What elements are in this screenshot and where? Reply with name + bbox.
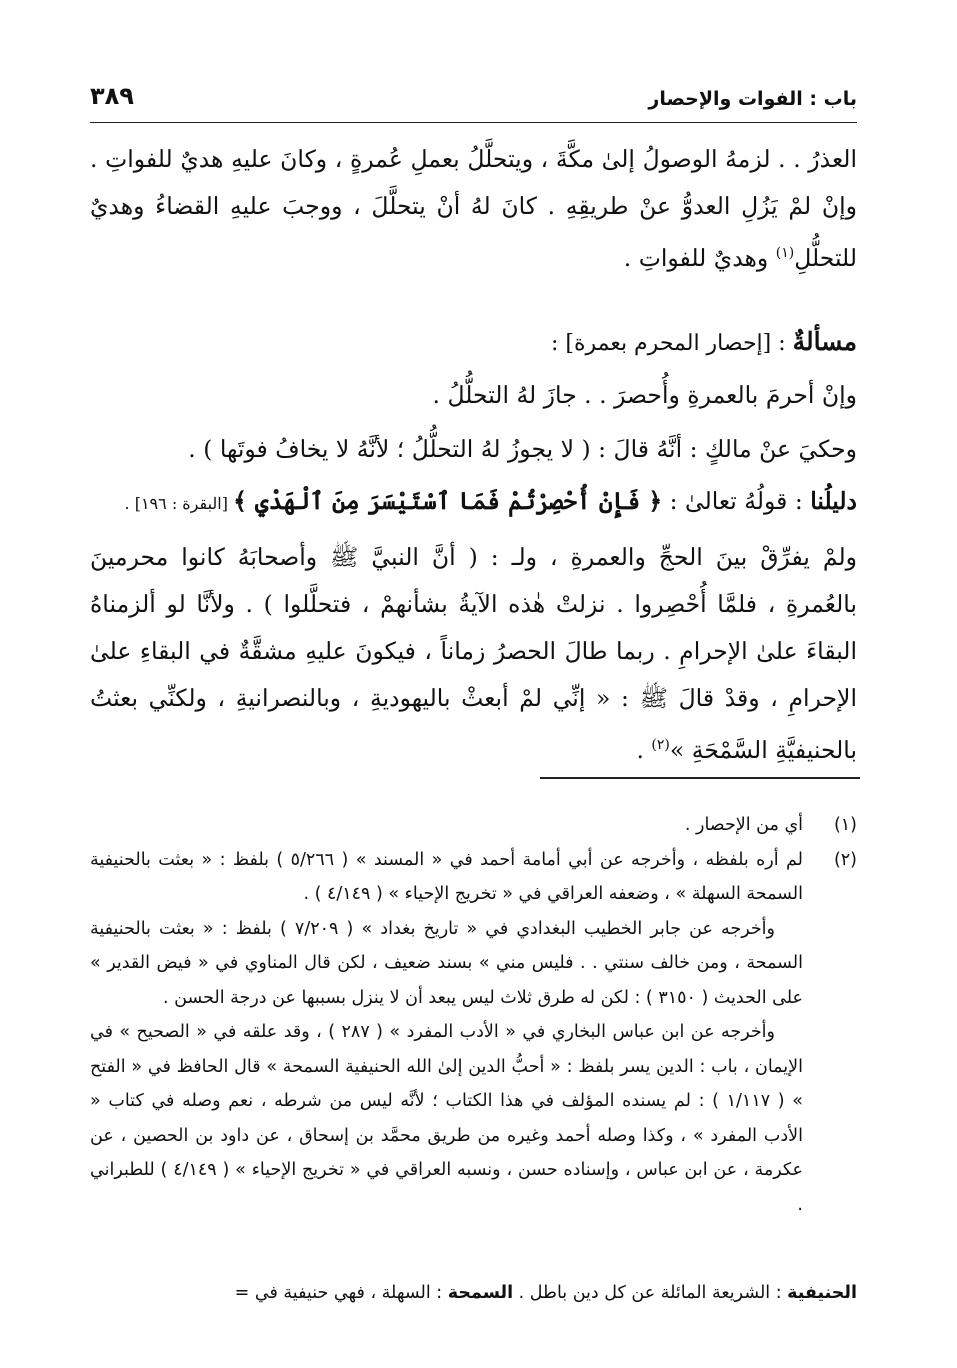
footnote-number: (٢): [833, 849, 857, 870]
header-rule: [90, 122, 857, 123]
page-number: ٣٨٩: [90, 82, 134, 110]
issue-title: : [إحصار المحرم بعمرة] :: [550, 331, 793, 356]
footnotes: [90, 808, 857, 1222]
quran-verse: ﴿ فَإِنْ أُحْصِرْتُمْ فَمَا ٱسْتَيْسَرَ مِنَ ٱلْهَدْيِ ﴾: [233, 487, 663, 515]
argument-paragraph-tail: .: [636, 735, 652, 764]
glossary-note: [90, 1276, 857, 1310]
footnote-paragraph: وأخرجه عن ابن عباس البخاري في « الأدب المفرد » ( ٢٨٧ ) ، وقد علقه في « الصحيح » في الإيمان ، باب : الدين يسر بلفظ : « أحبُّ الدين إلىٰ الله الحنيفية السمحة » قال الحافظ في « الفتح » ( ١/١١٧ ) : لم يسنده المؤلف في هذا الكتاب ؛ لأنَّه ليس من شرطه ، نعم وصله في كتاب « الأدب المفرد » ، وكذا وصله أحمد وغيره من طريق محمَّد بن إسحاق ، عن داود بن الحصين ، عن عكرمة ، عن ابن عباس ، وإسناده حسن ، ونسبه العراقي في « تخريج الإحياء » ( ٤/١٤٩ ) للطبراني .: [90, 1022, 803, 1215]
gloss-definition: : السهلة ، فهي حنيفية في =: [234, 1283, 448, 1303]
ruling-line: وإنْ أحرمَ بالعمرةِ وأُحصرَ . . جازَ لهُ التحلُّلُ .: [432, 381, 857, 409]
footnote-2: [90, 843, 857, 1223]
argument-paragraph-text: ولمْ يفرِّقْ بينَ الحجِّ والعمرةِ ، ولـ : ( أنَّ النبيَّ ﷺ وأصحابَهُ كانوا محرمينَ بالعُمرةِ ، فلمَّا أُحْصِروا . نزلتْ هٰذه الآيةُ بشأنهمْ ، فتحلَّلوا ) . ولأنَّا لو ألزمناهُ البقاءَ علىٰ الإحرامِ . ربما طالَ الحصرُ زماناً ، فيكونَ عليهِ مشقَّةٌ في البقاءِ علىٰ الإحرامِ ، وقدْ قالَ ﷺ : « إنِّي لمْ أبعثْ باليهوديةِ ، وبالنصرانيةِ ، ولكنِّي بعثتُ بالحنيفيَّةِ السَّمْحَةِ »: [90, 543, 857, 764]
footnote-mark-1: (١): [775, 245, 795, 261]
footnote-text: أي من الإحصار .: [684, 815, 803, 835]
verse-source: [البقرة : ١٩٦] .: [124, 494, 234, 513]
argument-paragraph: [90, 534, 857, 774]
malik-opinion-line: وحكيَ عنْ مالكٍ : أنَّهُ قالَ : ( لا يجوزُ لهُ التحلُّلُ ؛ لأنَّهُ لا يخافُ فوتَها ) .: [188, 435, 857, 463]
footnote-separator: [540, 777, 860, 779]
running-title: باب : الفوات والإحصار: [648, 88, 857, 110]
evidence-label: دليلُنا: [810, 487, 857, 515]
opening-paragraph-text: العذرُ . . لزمهُ الوصولُ إلىٰ مكَّةَ ، ويتحلَّلُ بعملِ عُمرةٍ ، وكانَ عليهِ هديٌ للفواتِ . وإنْ لمْ يَزُلِ العدوُّ عنْ طريقِهِ . كانَ لهُ أنْ يتحلَّلَ ، ووجبَ عليهِ القضاءُ وهديٌ للتحلُّلِ: [90, 145, 857, 272]
gloss-term: السمحة: [447, 1283, 514, 1303]
issue-heading: [90, 318, 857, 367]
opening-paragraph: [90, 136, 857, 282]
footnote-paragraph: وأخرجه عن جابر الخطيب البغدادي في « تاريخ بغداد » ( ٧/٢٠٩ ) بلفظ : « بعثت بالحنيفية السمحة ، ومن خالف سنتي . . فليس مني » بسند ضعيف ، لكن قال المناوي في « فيض القدير » على الحديث ( ٣١٥٠ ) : لكن له طرق ثلاث ليس يبعد أن لا ينزل بسببها عن درجة الحسن .: [90, 918, 803, 1008]
footnote-body: [90, 843, 803, 1223]
evidence-intro: : قولُهُ تعالىٰ :: [662, 487, 811, 515]
footnote-1: [90, 808, 857, 843]
footnote-mark-2: (٢): [651, 737, 670, 753]
footnote-number: (١): [833, 815, 857, 835]
page-header: [90, 82, 857, 118]
footnote-paragraph: لم أره بلفظه ، وأخرجه عن أبي أمامة أحمد في « المسند » ( ٥/٢٦٦ ) بلفظ : « بعثت بالحنيفية السمحة السهلة » ، وضعفه العراقي في « تخريج الإحياء » ( ٤/١٤٩ ) .: [90, 849, 803, 904]
issue-label: مسألةٌ: [792, 327, 857, 356]
gloss-definition: : الشريعة المائلة عن كل دين باطل .: [513, 1283, 788, 1303]
gloss-term: الحنيفية: [787, 1283, 857, 1303]
opening-paragraph-tail: وهديٌ للفواتِ .: [623, 243, 776, 272]
evidence-line: [90, 478, 857, 527]
